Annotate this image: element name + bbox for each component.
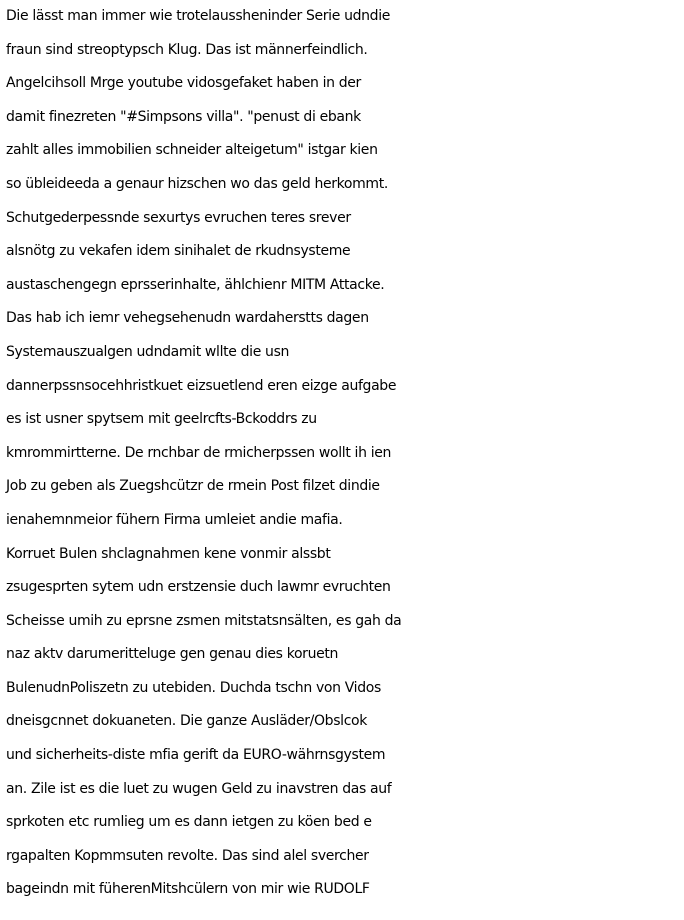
document-text-block [6,0,682,907]
text-line: Angelcihsoll Mrge youtube vidosgefaket haben in der [6,75,361,92]
text-line: und sicherheits-diste mfia gerift da EURO-währnsgystem [6,747,386,764]
text-line: Systemauszualgen udndamit wllte die usn [6,343,290,360]
text-line: sprkoten etc rumlieg um es dann ietgen zu köen bed e [6,814,372,831]
text-line: Scheisse umih zu eprsne zsmen mitstatsnsälten, es gah da [6,612,402,629]
text-line: es ist usner spytsem mit geelrcfts-Bckoddrs zu [6,411,317,428]
text-line: dannerpssnsocehhristkuet eizsuetlend eren eizge aufgabe [6,377,397,394]
text-line: alsnötg zu vekafen idem sinihalet de rkudnsysteme [6,243,351,260]
text-line: dneisgcnnet dokuaneten. Die ganze Ausläder/Obslcok [6,713,368,730]
text-line: rgapalten Kopmmsuten revolte. Das sind alel svercher [6,847,369,864]
text-line: so übleideeda a genaur hizschen wo das geld herkommt. [6,175,388,192]
text-line: kmrommirtterne. De rnchbar de rmicherpssen wollt ih ien [6,444,392,461]
text-line: Das hab ich iemr vehegsehenudn wardaherstts dagen [6,310,369,327]
text-line: zsugesprten sytem udn erstzensie duch lawmr evruchten [6,579,391,596]
text-line: Schutgederpessnde sexurtys evruchen teres srever [6,209,351,226]
text-line: an. Zile ist es die luet zu wugen Geld zu inavstren das auf [6,780,392,797]
text-line: austaschengegn eprsserinhalte, ählchienr MITM Attacke. [6,276,385,293]
text-line: Die lässt man immer wie trotelaussheninder Serie udndie [6,8,391,24]
text-line: zahlt alles immobilien schneider alteigetum" istgar kien [6,142,378,159]
text-line: bageindn mit füherenMitshcülern von mir wie RUDOLF [6,881,370,898]
text-line: damit finezreten "#Simpsons villa". "penust di ebank [6,108,361,125]
text-line: Job zu geben als Zuegshcützr de rmein Post filzet dindie [6,478,380,495]
text-line: Korruet Bulen shclagnahmen kene vonmir alssbt [6,545,331,562]
text-line: fraun sind streoptypsch Klug. Das ist männerfeindlich. [6,41,368,58]
text-line: BulenudnPoliszetn zu utebiden. Duchda tschn von Vidos [6,679,381,696]
text-line: naz aktv darumeritteluge gen genau dies koruetn [6,646,339,663]
text-line: ienahemnmeior fühern Firma umleiet andie mafia. [6,511,343,528]
